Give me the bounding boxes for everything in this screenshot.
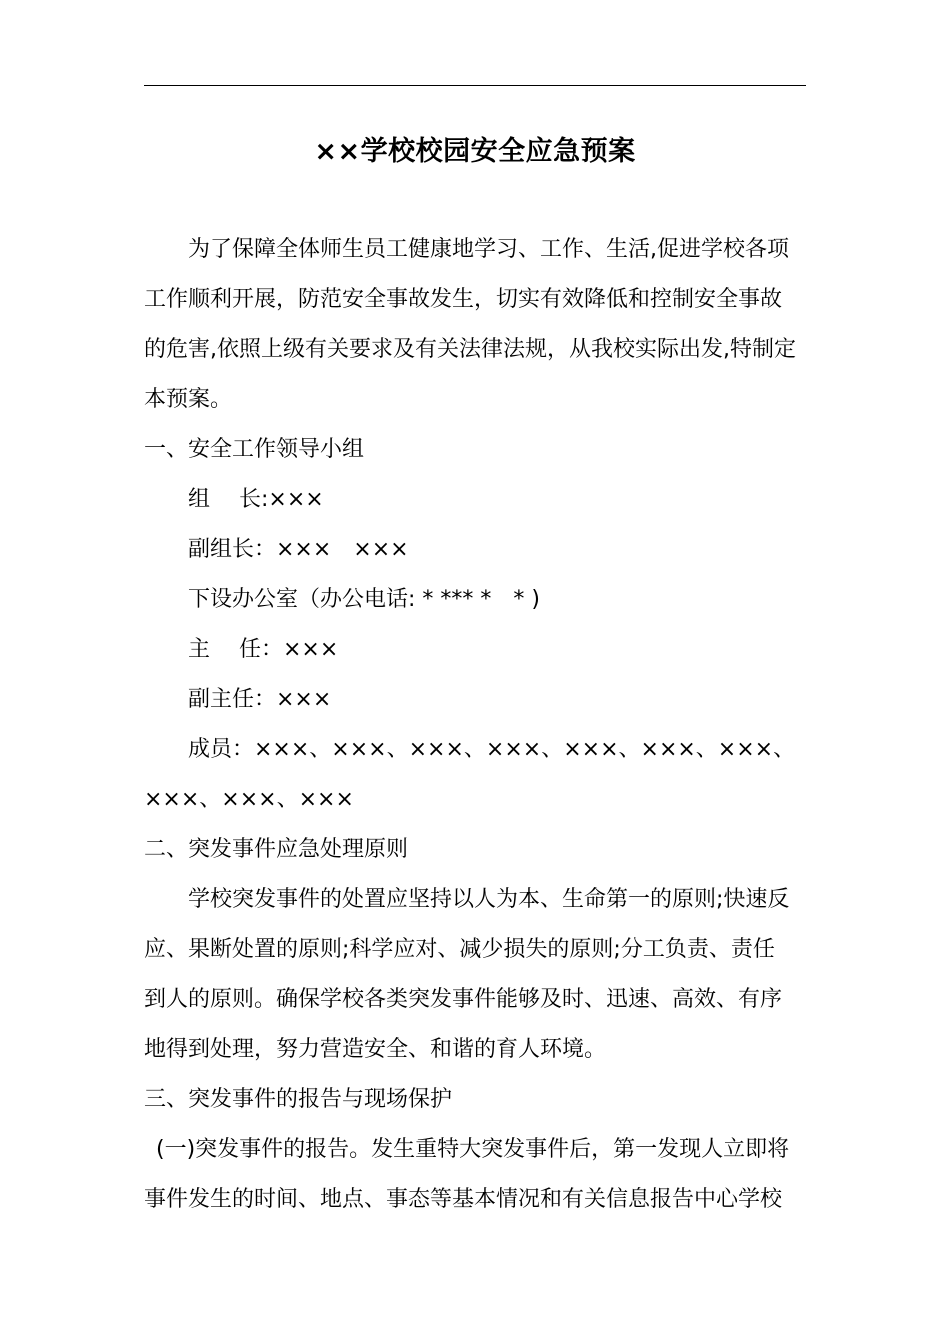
director-line: 主 任：×××	[188, 637, 339, 662]
section-heading-3: 三、突发事件的报告与现场保护	[144, 1087, 453, 1112]
vice-director-line: 副主任：×××	[188, 687, 332, 712]
principle-line-2: 应、果断处置的原则;科学应对、减少损失的原则;分工负责、责任	[144, 937, 775, 962]
intro-line-4: 本预案。	[144, 387, 233, 412]
principle-line-1: 学校突发事件的处置应坚持以人为本、生命第一的原则;快速反	[188, 887, 790, 912]
intro-line-2: 工作顺利开展，防范安全事故发生，切实有效降低和控制安全事故	[144, 287, 783, 312]
report-line-1: (一)突发事件的报告。发生重特大突发事件后，第一发现人立即将	[156, 1137, 790, 1162]
members-line-1: 成员：×××、×××、×××、×××、×××、×××、×××、	[188, 737, 796, 762]
members-line-2: ×××、×××、×××	[144, 787, 354, 812]
leader-line: 组 长:×××	[188, 487, 324, 512]
header-rule	[144, 85, 806, 86]
document-body	[144, 225, 806, 1225]
section-heading-1: 一、安全工作领导小组	[144, 437, 365, 462]
principle-line-4: 地得到处理，努力营造安全、和谐的育人环境。	[144, 1037, 607, 1062]
vice-leader-line: 副组长：××× ×××	[188, 537, 409, 562]
document-title: ××学校校园安全应急预案	[314, 136, 636, 167]
section-heading-2: 二、突发事件应急处理原则	[144, 837, 409, 862]
intro-line-3: 的危害,依照上级有关要求及有关法律法规，从我校实际出发,特制定	[144, 337, 796, 362]
intro-line-1: 为了保障全体师生员工健康地学习、工作、生活,促进学校各项	[188, 237, 789, 262]
office-line: 下设办公室（办公电话: * *** * * )	[188, 587, 540, 612]
report-line-2: 事件发生的时间、地点、事态等基本情况和有关信息报告中心学校	[144, 1187, 783, 1212]
principle-line-3: 到人的原则。确保学校各类突发事件能够及时、迅速、高效、有序	[144, 987, 783, 1012]
